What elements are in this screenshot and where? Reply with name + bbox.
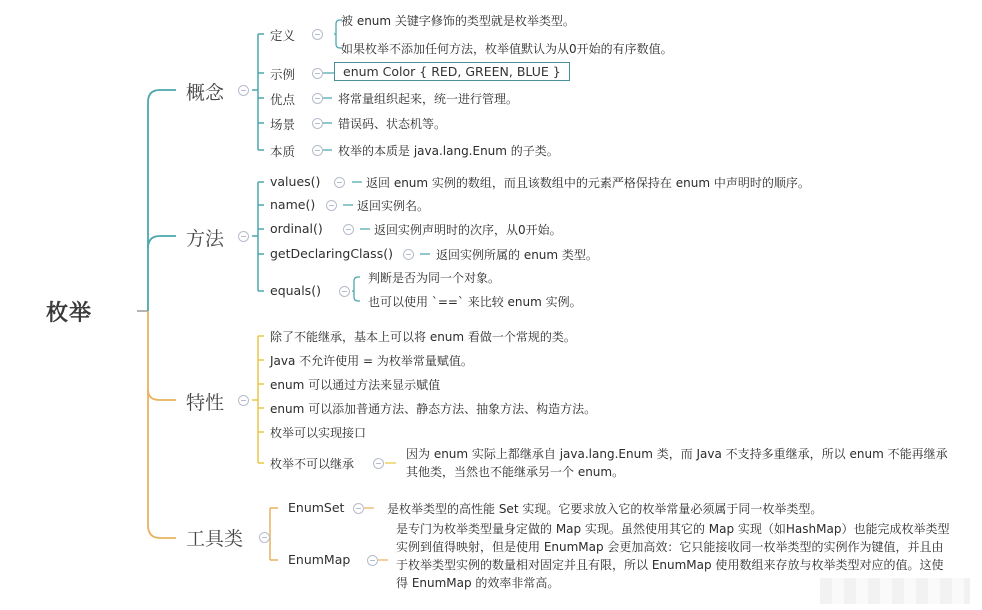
node-ordinal[interactable]: ordinal() bbox=[270, 221, 323, 236]
values-detail: 返回 enum 实例的数组，而且该数组中的元素严格保持在 enum 中声明时的顺序。 bbox=[366, 176, 810, 190]
collapse-toggle-icon[interactable] bbox=[334, 177, 345, 188]
collapse-toggle-icon[interactable] bbox=[326, 200, 337, 211]
collapse-toggle-icon[interactable] bbox=[343, 224, 354, 235]
branch-concept[interactable]: 概念 bbox=[186, 82, 225, 104]
node-enummap[interactable]: EnumMap bbox=[288, 552, 351, 567]
collapse-toggle-icon[interactable] bbox=[238, 395, 249, 406]
feature-item[interactable]: Java 不允许使用 = 为枚举常量赋值。 bbox=[270, 354, 473, 368]
definition-detail-2: 如果枚举不添加任何方法，枚举值默认为从0开始的有序数值。 bbox=[341, 42, 673, 56]
equals-detail-2: 也可以使用 `==` 来比较 enum 实例。 bbox=[368, 295, 582, 309]
getdeclaringclass-detail: 返回实例所属的 enum 类型。 bbox=[436, 248, 598, 262]
collapse-toggle-icon[interactable] bbox=[312, 68, 323, 79]
collapse-toggle-icon[interactable] bbox=[312, 93, 323, 104]
node-advantage[interactable]: 优点 bbox=[270, 92, 296, 107]
feature-item[interactable]: 枚举可以实现接口 bbox=[270, 426, 367, 440]
example-code-box: enum Color { RED, GREEN, BLUE } bbox=[334, 62, 570, 81]
branch-utilities[interactable]: 工具类 bbox=[186, 528, 244, 550]
collapse-toggle-icon[interactable] bbox=[312, 145, 323, 156]
node-enumset[interactable]: EnumSet bbox=[288, 500, 345, 515]
collapse-toggle-icon[interactable] bbox=[312, 118, 323, 129]
branch-features[interactable]: 特性 bbox=[186, 392, 225, 414]
feature-item[interactable]: 除了不能继承，基本上可以将 enum 看做一个常规的类。 bbox=[270, 330, 576, 344]
equals-detail-1: 判断是否为同一个对象。 bbox=[368, 271, 501, 285]
enummap-detail: 是专门为枚举类型量身定做的 Map 实现。虽然使用其它的 Map 实现（如HashMap）也能完成枚举类型实例到值得映射，但是使用 EnumMap 会更加高效：它只能接收同一枚举类型的实例作为键值，并且由于枚举类型实例的数量相对固定并且有限，所以 EnumMap 使用数组来存放与枚举类型对应的值。这使得 EnumMap 的效率非常高。 bbox=[396, 522, 950, 590]
no-inheritance-detail: 因为 enum 实际上都继承自 java.lang.Enum 类，而 Java 不支持多重继承，所以 enum 不能再继承其他类，当然也不能继承另一个 enum。 bbox=[406, 447, 948, 479]
collapse-toggle-icon[interactable] bbox=[367, 555, 378, 566]
node-definition[interactable]: 定义 bbox=[270, 28, 296, 43]
essence-detail: 枚举的本质是 java.lang.Enum 的子类。 bbox=[338, 144, 559, 158]
feature-item[interactable]: enum 可以通过方法来显示赋值 bbox=[270, 378, 441, 392]
feature-item[interactable]: enum 可以添加普通方法、静态方法、抽象方法、构造方法。 bbox=[270, 402, 597, 416]
collapse-toggle-icon[interactable] bbox=[373, 458, 384, 469]
name-detail: 返回实例名。 bbox=[357, 199, 430, 213]
node-example[interactable]: 示例 bbox=[270, 67, 296, 82]
root-node[interactable]: 枚举 bbox=[46, 301, 93, 326]
collapse-toggle-icon[interactable] bbox=[353, 503, 364, 514]
node-equals[interactable]: equals() bbox=[270, 283, 321, 298]
advantage-detail: 将常量组织起来，统一进行管理。 bbox=[338, 92, 519, 106]
collapse-toggle-icon[interactable] bbox=[238, 231, 249, 242]
collapse-toggle-icon[interactable] bbox=[403, 249, 414, 260]
collapse-toggle-icon[interactable] bbox=[259, 532, 270, 543]
watermark-blur bbox=[820, 578, 970, 604]
enumset-detail: 是枚举类型的高性能 Set 实现。它要求放入它的枚举常量必须属于同一枚举类型。 bbox=[387, 502, 823, 516]
collapse-toggle-icon[interactable] bbox=[238, 85, 249, 96]
node-scenario[interactable]: 场景 bbox=[270, 117, 296, 132]
node-no-inheritance[interactable]: 枚举不可以继承 bbox=[270, 457, 355, 471]
scenario-detail: 错误码、状态机等。 bbox=[338, 117, 447, 131]
node-getdeclaringclass[interactable]: getDeclaringClass() bbox=[270, 246, 393, 261]
node-values[interactable]: values() bbox=[270, 174, 321, 189]
node-name[interactable]: name() bbox=[270, 197, 316, 212]
node-essence[interactable]: 本质 bbox=[270, 144, 296, 159]
ordinal-detail: 返回实例声明时的次序，从0开始。 bbox=[374, 223, 562, 237]
collapse-toggle-icon[interactable] bbox=[339, 286, 350, 297]
definition-detail-1: 被 enum 关键字修饰的类型就是枚举类型。 bbox=[341, 14, 575, 28]
collapse-toggle-icon[interactable] bbox=[312, 29, 323, 40]
branch-methods[interactable]: 方法 bbox=[186, 228, 225, 250]
